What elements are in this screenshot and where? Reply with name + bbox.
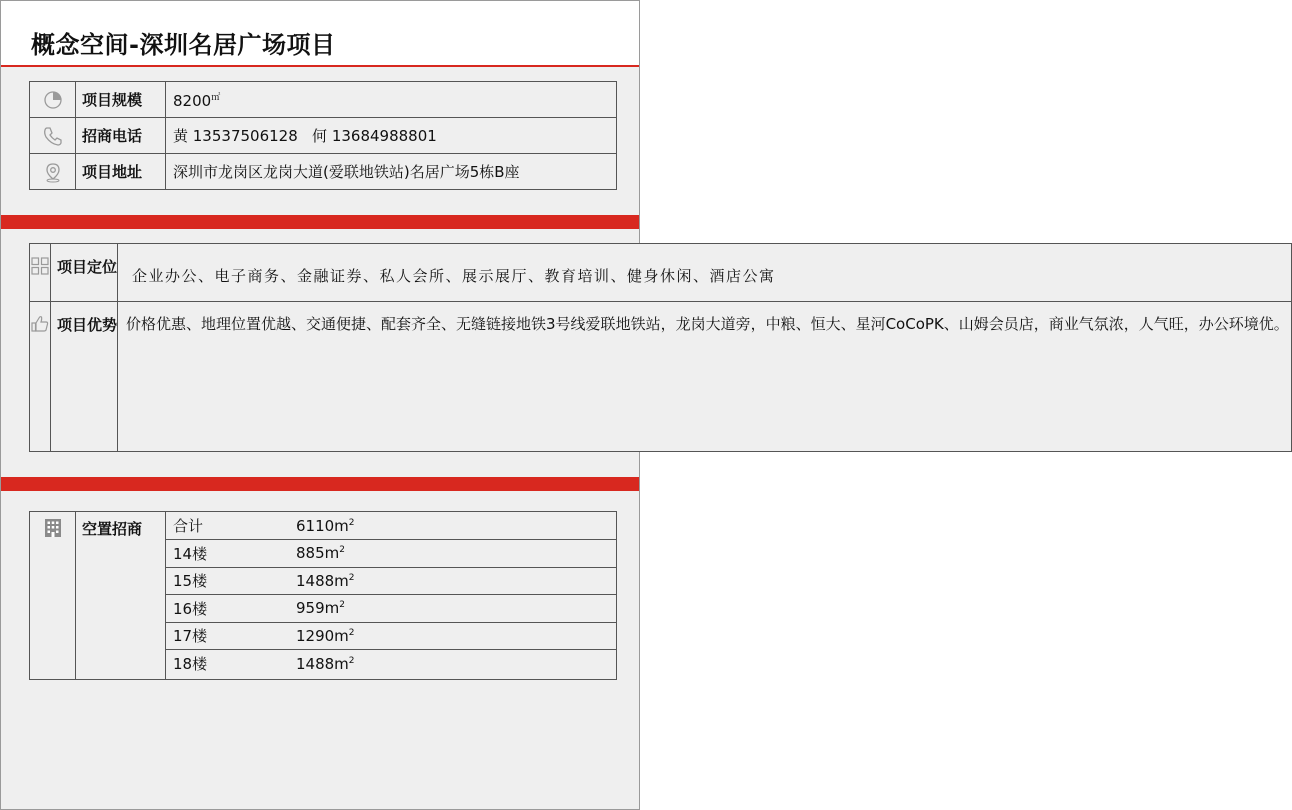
floor-cell: 16楼 — [166, 595, 290, 623]
vacancy-label: 空置招商 — [76, 512, 166, 680]
floor-cell: 18楼 — [173, 655, 208, 673]
section-divider — [1, 215, 639, 229]
floor-cell: 17楼 — [166, 622, 290, 650]
page-title: 概念空间-深圳名居广场项目 — [31, 31, 336, 59]
building-icon — [30, 518, 75, 538]
area-cell: $1488m^2$ — [296, 654, 355, 673]
positioning-value: 企业办公、电子商务、金融证券、私人会所、展示展厅、教育培训、健身休闲、酒店公寓 — [118, 244, 1292, 302]
floor-cell: 14楼 — [166, 540, 290, 568]
floor-cell: 15楼 — [166, 567, 290, 595]
pie-chart-icon — [30, 89, 75, 111]
table-row — [30, 118, 617, 154]
positioning-table — [29, 243, 1292, 452]
table-row — [166, 622, 616, 650]
advantages-label: 项目优势 — [51, 302, 118, 452]
scale-label: 项目规模 — [76, 82, 166, 118]
phone-icon — [30, 125, 75, 147]
phone-label: 招商电话 — [76, 118, 166, 154]
area-cell: $885m^2$ — [290, 540, 616, 568]
table-row — [166, 512, 616, 540]
vacancy-list — [166, 512, 617, 680]
scale-value: 8200㎡ — [166, 82, 617, 118]
table-row — [166, 595, 616, 623]
positioning-panel — [1, 229, 1289, 477]
table-row — [30, 302, 1292, 452]
advantages-value: 价格优惠、地理位置优越、交通便捷、配套齐全、无缝链接地铁3号线爱联地铁站，龙岗大道旁，中粮、恒大、星河CoCoPK、山姆会员店，商业气氛浓，人气旺，办公环境优。 — [118, 302, 1292, 452]
table-row — [166, 540, 616, 568]
area-cell: $1290m^2$ — [290, 622, 616, 650]
table-row — [30, 512, 617, 680]
thumbs-up-icon — [30, 314, 50, 334]
vacancy-table — [29, 511, 617, 680]
area-cell: $1488m^2$ — [290, 567, 616, 595]
floor-cell: 合计 — [166, 512, 290, 540]
header — [1, 1, 639, 67]
grid-icon — [30, 256, 50, 276]
phone-value: 黄 13537506128 何 13684988801 — [166, 118, 617, 154]
table-row — [30, 154, 617, 190]
basic-info-panel — [1, 67, 639, 215]
area-cell: $6110m^2$ — [290, 512, 616, 540]
vacancy-panel — [1, 491, 639, 809]
positioning-label: 项目定位 — [51, 244, 118, 302]
area-cell: $959m^2$ — [290, 595, 616, 623]
section-divider — [1, 477, 639, 491]
table-row — [30, 82, 617, 118]
table-row — [30, 244, 1292, 302]
basic-info-table — [29, 81, 617, 190]
location-pin-icon — [30, 161, 75, 183]
vacancy-sub-table — [166, 512, 616, 677]
address-value: 深圳市龙岗区龙岗大道(爱联地铁站)名居广场5栋B座 — [166, 154, 617, 190]
address-label: 项目地址 — [76, 154, 166, 190]
table-row — [166, 650, 616, 678]
table-row — [166, 567, 616, 595]
